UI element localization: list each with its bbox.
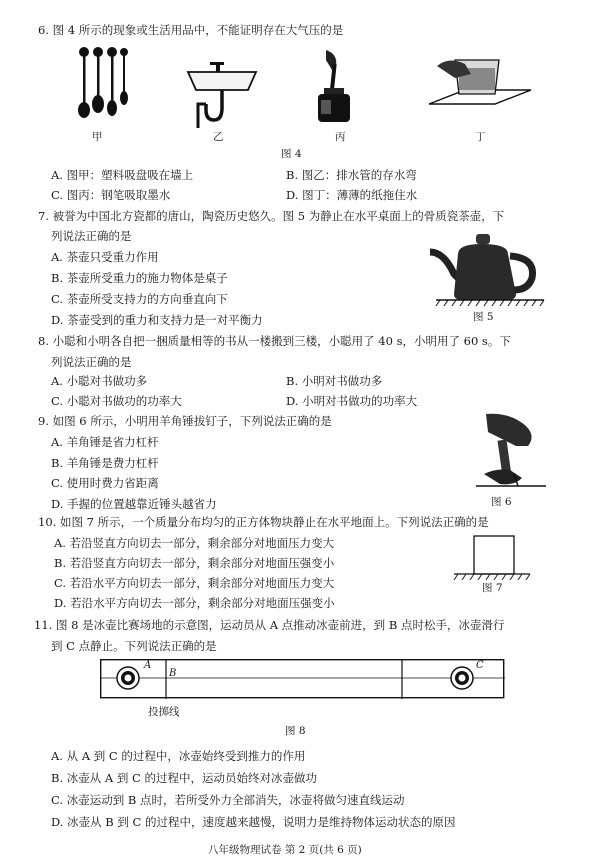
- q6-stem: 6. 图 4 所示的现象或生活用品中，不能证明存在大气压的是: [38, 23, 344, 37]
- point-b-label: B: [169, 668, 177, 679]
- cup-paper-figure: [425, 56, 535, 124]
- q11-option-c: C. 冰壶运动到 B 点时，若所受外力全部消失，冰壶将做匀速直线运动: [51, 793, 405, 807]
- house-left: [117, 667, 139, 689]
- q8-option-b: B. 小明对书做功多: [286, 374, 383, 388]
- q10-option-a: A. 若沿竖直方向切去一部分，剩余部分对地面压力变大: [54, 536, 335, 550]
- fig7-caption: 图 7: [482, 582, 503, 594]
- q7-option-c: C. 茶壶所受支持力的方向垂直向下: [51, 292, 228, 306]
- fig4-label-jia: 甲: [92, 131, 103, 143]
- q11-stem-line1: 11. 图 8 是冰壶比赛场地的示意图，运动员从 A 点推动冰壶前进，到 B 点时松手，冰壶滑行: [34, 618, 505, 632]
- q10-option-b: B. 若沿竖直方向切去一部分，剩余部分对地面压强变小: [54, 556, 335, 570]
- point-a-label: A: [144, 660, 152, 671]
- point-c-label: C: [476, 660, 484, 671]
- throw-line-label: 投掷线: [148, 706, 180, 718]
- q8-stem-line1: 8. 小聪和小明各自把一捆质量相等的书从一楼搬到三楼，小聪用了 40 s，小明用了 60 s。下: [38, 334, 511, 348]
- cube-on-ground-figure: [452, 532, 532, 582]
- q6-option-c: C. 图丙：钢笔吸取墨水: [51, 188, 171, 202]
- q8-option-a: A. 小聪对书做功多: [51, 374, 148, 388]
- q10-stem: 10. 如图 7 所示，一个质量分布均匀的正方体物块静止在水平地面上。下列说法正确的是: [38, 515, 489, 529]
- q9-option-c: C. 使用时费力省距离: [51, 476, 159, 490]
- q11-option-d: D. 冰壶从 B 到 C 的过程中，速度越来越慢，说明力是维持物体运动状态的原因: [51, 815, 456, 829]
- claw-hammer-figure: [470, 412, 550, 492]
- curling-rink-figure: [100, 659, 505, 699]
- q7-stem-line2: 列说法正确的是: [51, 229, 132, 243]
- q9-option-a: A. 羊角锤是省力杠杆: [51, 435, 159, 449]
- sink-trap-figure: [186, 58, 258, 130]
- page-footer: 八年级物理试卷 第 2 页(共 6 页): [208, 844, 362, 856]
- q6-option-a: A. 图甲：塑料吸盘吸在墙上: [51, 168, 194, 182]
- q11-option-a: A. 从 A 到 C 的过程中，冰壶始终受到推力的作用: [51, 749, 306, 763]
- q7-option-d: D. 茶壶受到的重力和支持力是一对平衡力: [51, 313, 263, 327]
- q7-stem-line1: 7. 被誉为中国北方瓷都的唐山，陶瓷历史悠久。图 5 为静止在水平桌面上的骨质瓷茶壶，下: [38, 209, 505, 223]
- fig4-label-bing: 丙: [335, 131, 346, 143]
- q8-option-c: C. 小聪对书做功的功率大: [51, 394, 182, 408]
- q9-option-b: B. 羊角锤是费力杠杆: [51, 456, 159, 470]
- q10-option-d: D. 若沿水平方向切去一部分，剩余部分对地面压强变小: [54, 596, 335, 610]
- suction-hook-figure: [72, 46, 132, 126]
- q11-option-b: B. 冰壶从 A 到 C 的过程中，运动员始终对冰壶做功: [51, 771, 317, 785]
- fig4-label-ding: 丁: [475, 131, 486, 143]
- q8-stem-line2: 列说法正确的是: [51, 355, 132, 369]
- fig8-caption: 图 8: [285, 725, 306, 737]
- q7-option-a: A. 茶壶只受重力作用: [51, 250, 159, 264]
- fig6-caption: 图 6: [491, 496, 512, 508]
- house-right: [451, 667, 473, 689]
- q6-option-d: D. 图丁：薄薄的纸拖住水: [286, 188, 418, 202]
- ink-pen-figure: [312, 50, 358, 124]
- q11-stem-line2: 到 C 点静止。下列说法正确的是: [51, 639, 217, 653]
- fig4-caption: 图 4: [281, 148, 302, 160]
- q9-option-d: D. 手握的位置越靠近锤头越省力: [51, 497, 217, 511]
- q10-option-c: C. 若沿水平方向切去一部分，剩余部分对地面压力变大: [54, 576, 335, 590]
- q6-option-b: B. 图乙：排水管的存水弯: [286, 168, 417, 182]
- teapot-figure: [424, 228, 548, 308]
- fig4-label-yi: 乙: [213, 131, 224, 143]
- q8-option-d: D. 小明对书做功的功率大: [286, 394, 418, 408]
- fig5-caption: 图 5: [473, 311, 494, 323]
- q7-option-b: B. 茶壶所受重力的施力物体是桌子: [51, 271, 228, 285]
- q9-stem: 9. 如图 6 所示，小明用羊角锤拔钉子，下列说法正确的是: [38, 414, 332, 428]
